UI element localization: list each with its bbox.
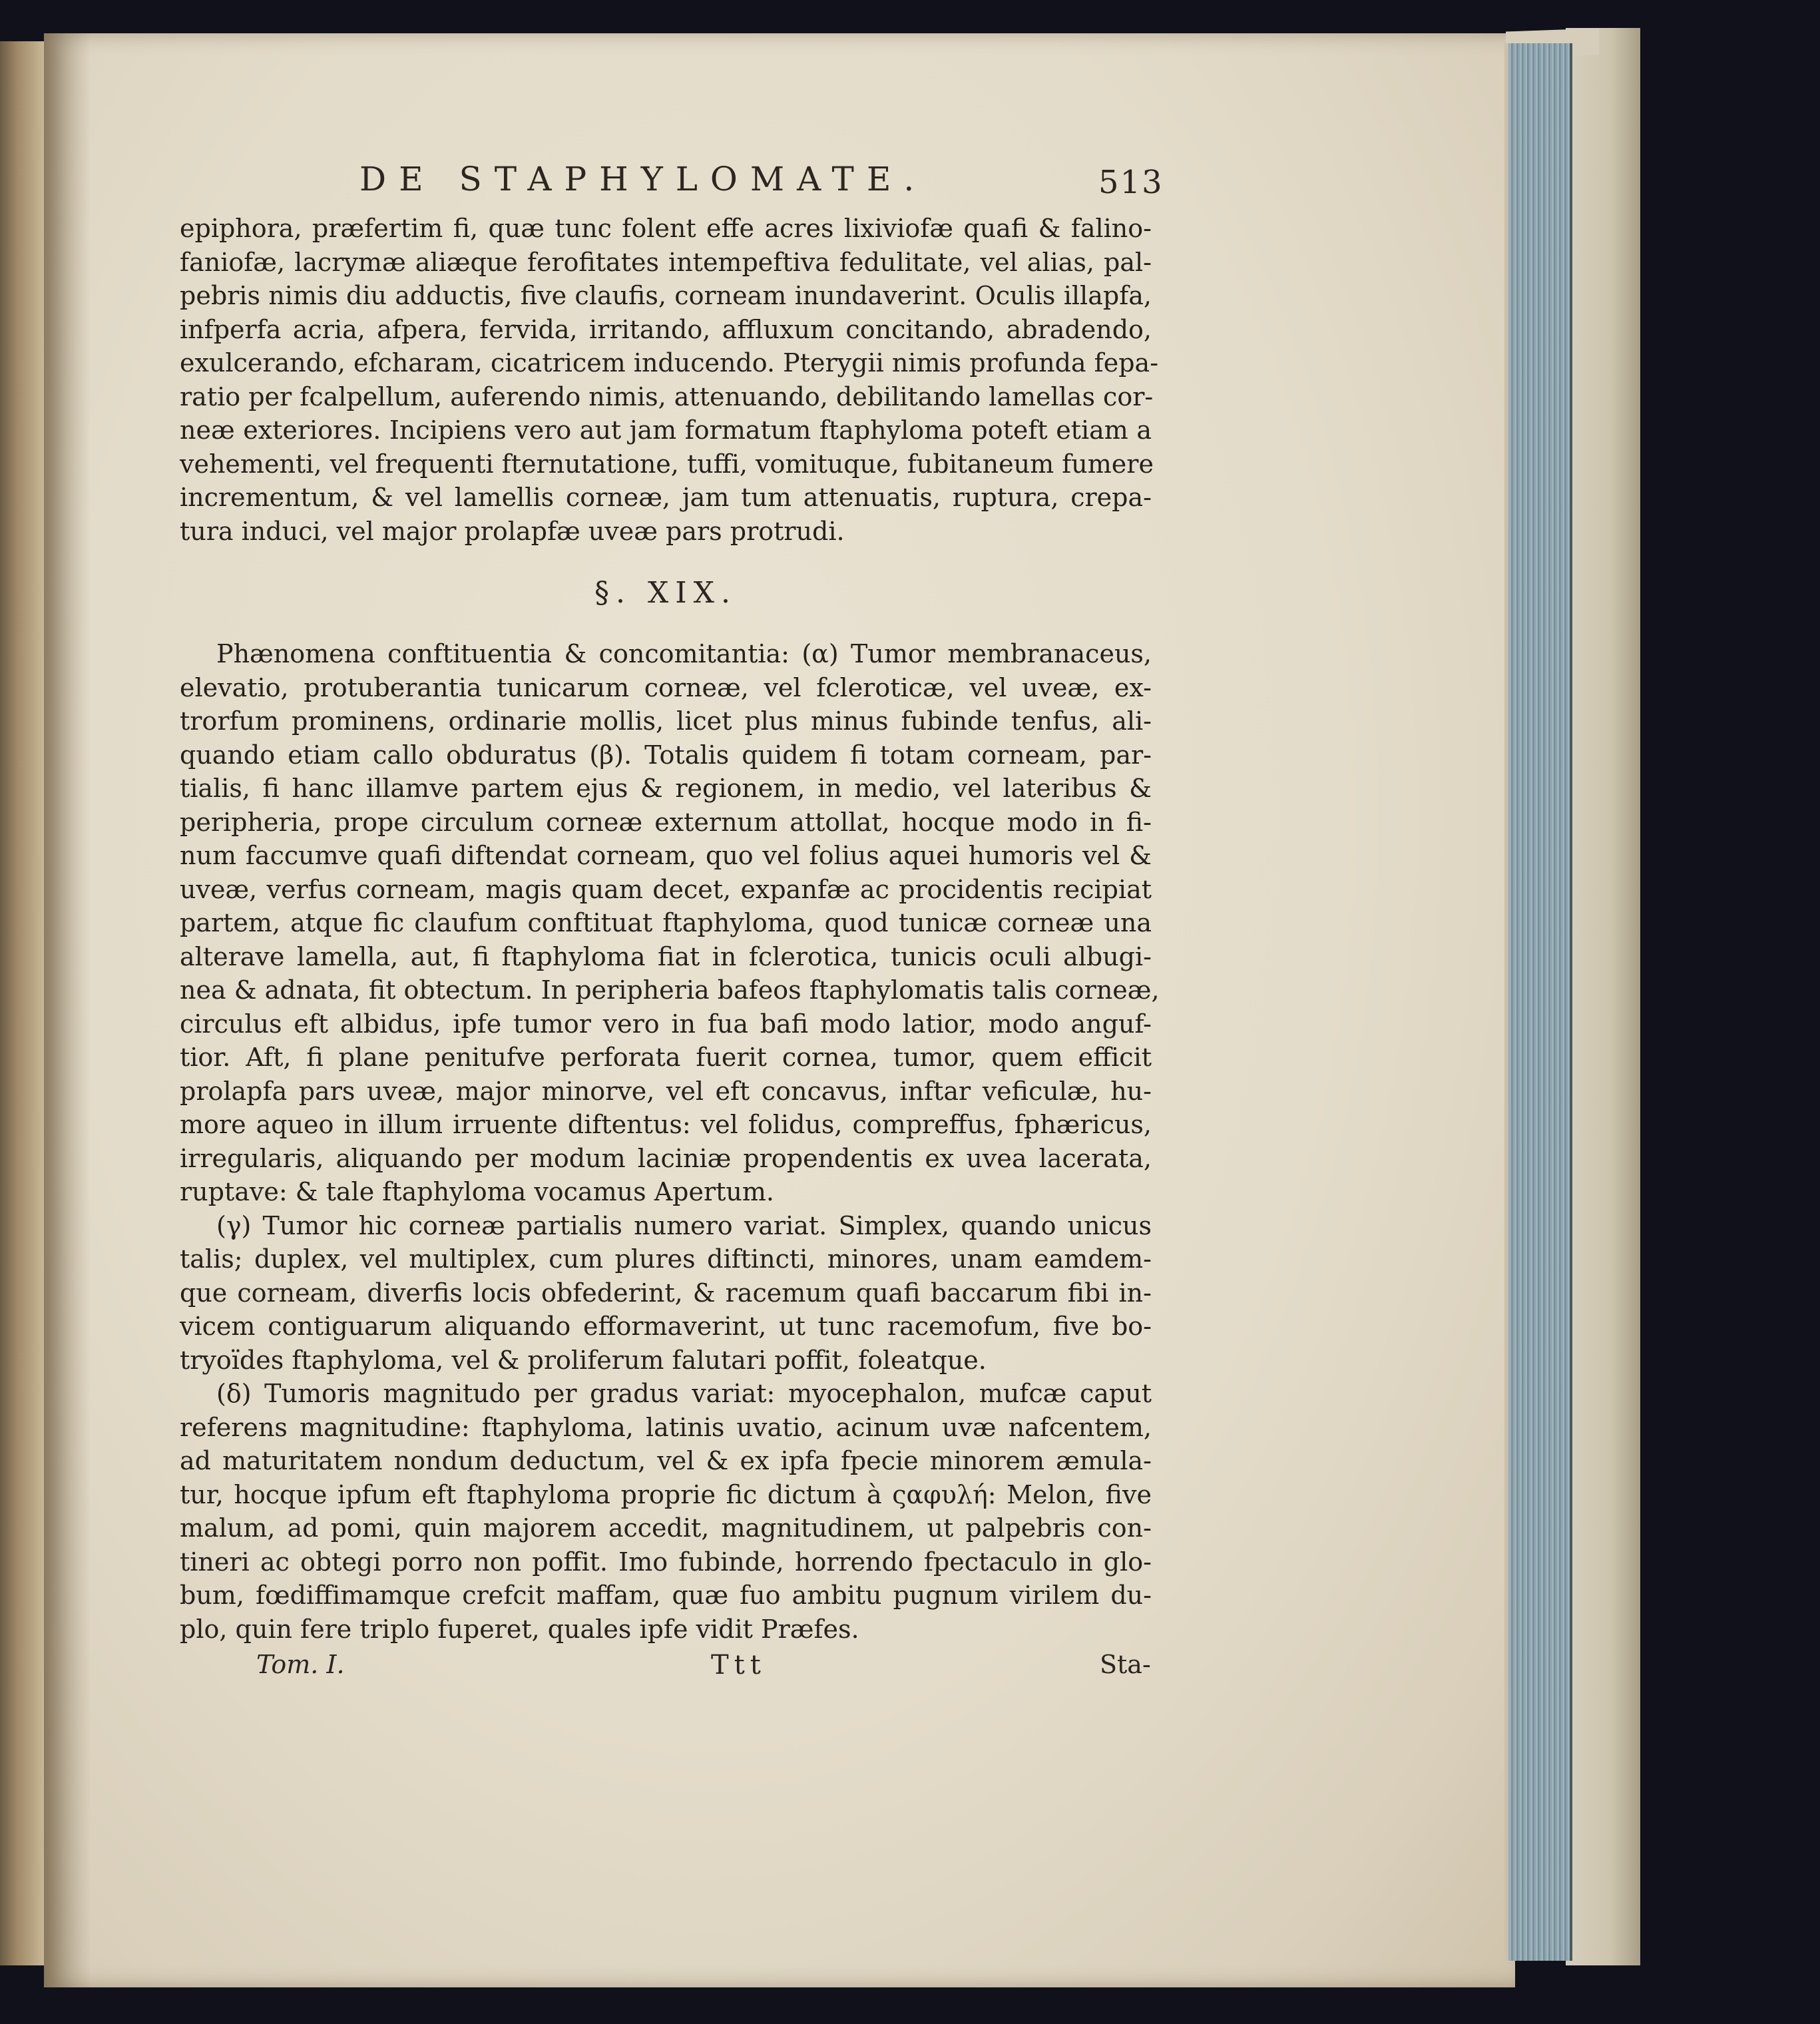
text-line: partem, atque fic claufum conftituat ftaphyloma, quod tunicæ corneæ una (180, 908, 1152, 937)
text-line: trorfum prominens, ordinarie mollis, licet plus minus fubinde tenfus, ali- (180, 706, 1152, 736)
facing-page-edge (0, 41, 46, 1965)
text-line: incrementum, & vel lamellis corneæ, jam tum attenuatis, ruptura, crepa- (180, 483, 1152, 512)
text-line: tineri ac obtegi porro non poffit. Imo fubinde, horrendo fpectaculo in glo- (180, 1547, 1152, 1577)
gathering-signature: Ttt (711, 1650, 766, 1680)
text-line: ratio per fcalpellum, auferendo nimis, attenuando, debilitando lamellas cor- (180, 381, 1154, 411)
text-line: pebris nimis diu adductis, five claufis, corneam inundaverint. Oculis illapfa, (180, 281, 1152, 310)
paragraph-1 (180, 212, 1159, 548)
text-line: plo, quin fere triplo fuperet, quales ipfe vidit Præfes. (180, 1614, 859, 1644)
text-line: infperfa acria, afpera, fervida, irritando, affluxum concitando, abradendo, (180, 314, 1152, 344)
catchword: Sta- (1100, 1650, 1151, 1679)
text-line: que corneam, diverfis locis obfederint, & racemum quafi baccarum fibi in- (180, 1278, 1152, 1308)
paragraph-3 (180, 1209, 1152, 1378)
paragraph-2 (180, 637, 1160, 1209)
text-line: malum, ad pomi, quin majorem accedit, magnitudinem, ut palpebris con- (180, 1513, 1152, 1543)
text-line: tur, hocque ipfum eft ftaphyloma proprie fic dictum à ςαφυλή: Melon, five (180, 1479, 1152, 1509)
text-line: quando etiam callo obduratus (β). Totalis quidem fi totam corneam, par- (180, 740, 1152, 770)
text-line: peripheria, prope circulum corneæ externum attollat, hocque modo in fi- (180, 807, 1152, 837)
text-line: talis; duplex, vel multiplex, cum plures diftincti, minores, unam eamdem- (180, 1244, 1152, 1274)
text-line: uveæ, verfus corneam, magis quam decet, expanfæ ac procidentis recipiat (180, 874, 1152, 904)
text-line: tior. Aft, fi plane penitufve perforata fuerit cornea, tumor, quem efficit (180, 1043, 1152, 1072)
running-head: DE STAPHYLOMATE. (359, 160, 927, 198)
paragraph-4 (180, 1377, 1152, 1646)
page-number: 513 (1098, 164, 1164, 201)
text-line: num faccumve quafi diftendat corneam, quo vel folius aquei humoris vel & (180, 841, 1152, 870)
gutter-shadow (44, 33, 91, 1987)
text-line: tialis, fi hanc illamve partem ejus & regionem, in medio, vel lateribus & (180, 774, 1152, 803)
text-line: exulcerando, efcharam, cicatricem inducendo. Pterygii nimis profunda fepa- (180, 348, 1159, 378)
text-line: nea & adnata, fit obtectum. In peripheria bafeos ftaphylomatis talis corneæ, (180, 975, 1160, 1005)
text-line: tura induci, vel major prolapfæ uveæ pars protrudi. (180, 516, 845, 546)
text-line: vicem contiguarum aliquando efformaverint, ut tunc racemofum, five bo- (180, 1312, 1152, 1341)
text-line: alterave lamella, aut, fi ftaphyloma fiat in fclerotica, tunicis oculi albugi- (180, 941, 1152, 971)
text-line: ad maturitatem nondum deductum, vel & ex ipfa fpecie minorem æmula- (180, 1446, 1152, 1475)
text-line: prolapfa pars uveæ, major minorve, vel eft concavus, inftar veficulæ, hu- (180, 1076, 1152, 1106)
book-fore-edge (1504, 43, 1572, 1961)
text-line: referens magnitudine: ftaphyloma, latinis uvatio, acinum uvæ nafcentem, (180, 1412, 1152, 1442)
text-line: vehementi, vel frequenti fternutatione, tuffi, vomituque, fubitaneum fumere (180, 449, 1154, 479)
volume-signature: Tom. I. (256, 1650, 345, 1679)
text-line: neæ exteriores. Incipiens vero aut jam formatum ftaphyloma poteft etiam a (180, 415, 1152, 445)
cover-edge (1566, 28, 1640, 1965)
text-line: circulus eft albidus, ipfe tumor vero in fua bafi modo latior, modo anguf- (180, 1009, 1152, 1039)
text-line: tryoïdes ftaphyloma, vel & proliferum falutari poffit, foleatque. (180, 1345, 987, 1375)
text-line: (γ) Tumor hic corneæ partialis numero variat. Simplex, quando unicus (216, 1210, 1152, 1240)
section-heading: §. XIX. (594, 576, 737, 610)
main-text (180, 212, 1160, 1646)
text-line: (δ) Tumoris magnitudo per gradus variat: myocephalon, mufcæ caput (216, 1379, 1152, 1408)
text-line: ruptave: & tale ftaphyloma vocamus Apertum. (180, 1177, 774, 1206)
text-line: bum, fœdiffimamque crefcit maffam, quæ fuo ambitu pugnum virilem du- (180, 1581, 1152, 1610)
text-line: elevatio, protuberantia tunicarum corneæ, vel fcleroticæ, vel uveæ, ex- (180, 672, 1152, 702)
text-line: irregularis, aliquando per modum laciniæ propendentis ex uvea lacerata, (180, 1143, 1152, 1173)
text-line: more aqueo in illum irruente diftentus: vel folidus, compreffus, fphæricus, (180, 1110, 1152, 1139)
text-line: Phænomena conftituentia & concomitantia: (α) Tumor membranaceus, (216, 639, 1152, 668)
text-line: epiphora, præfertim fi, quæ tunc folent effe acres lixiviofæ quafi & falino- (180, 214, 1152, 243)
text-line: faniofæ, lacrymæ aliæque ferofitates intempeftiva fedulitate, vel alias, pal- (180, 247, 1152, 277)
